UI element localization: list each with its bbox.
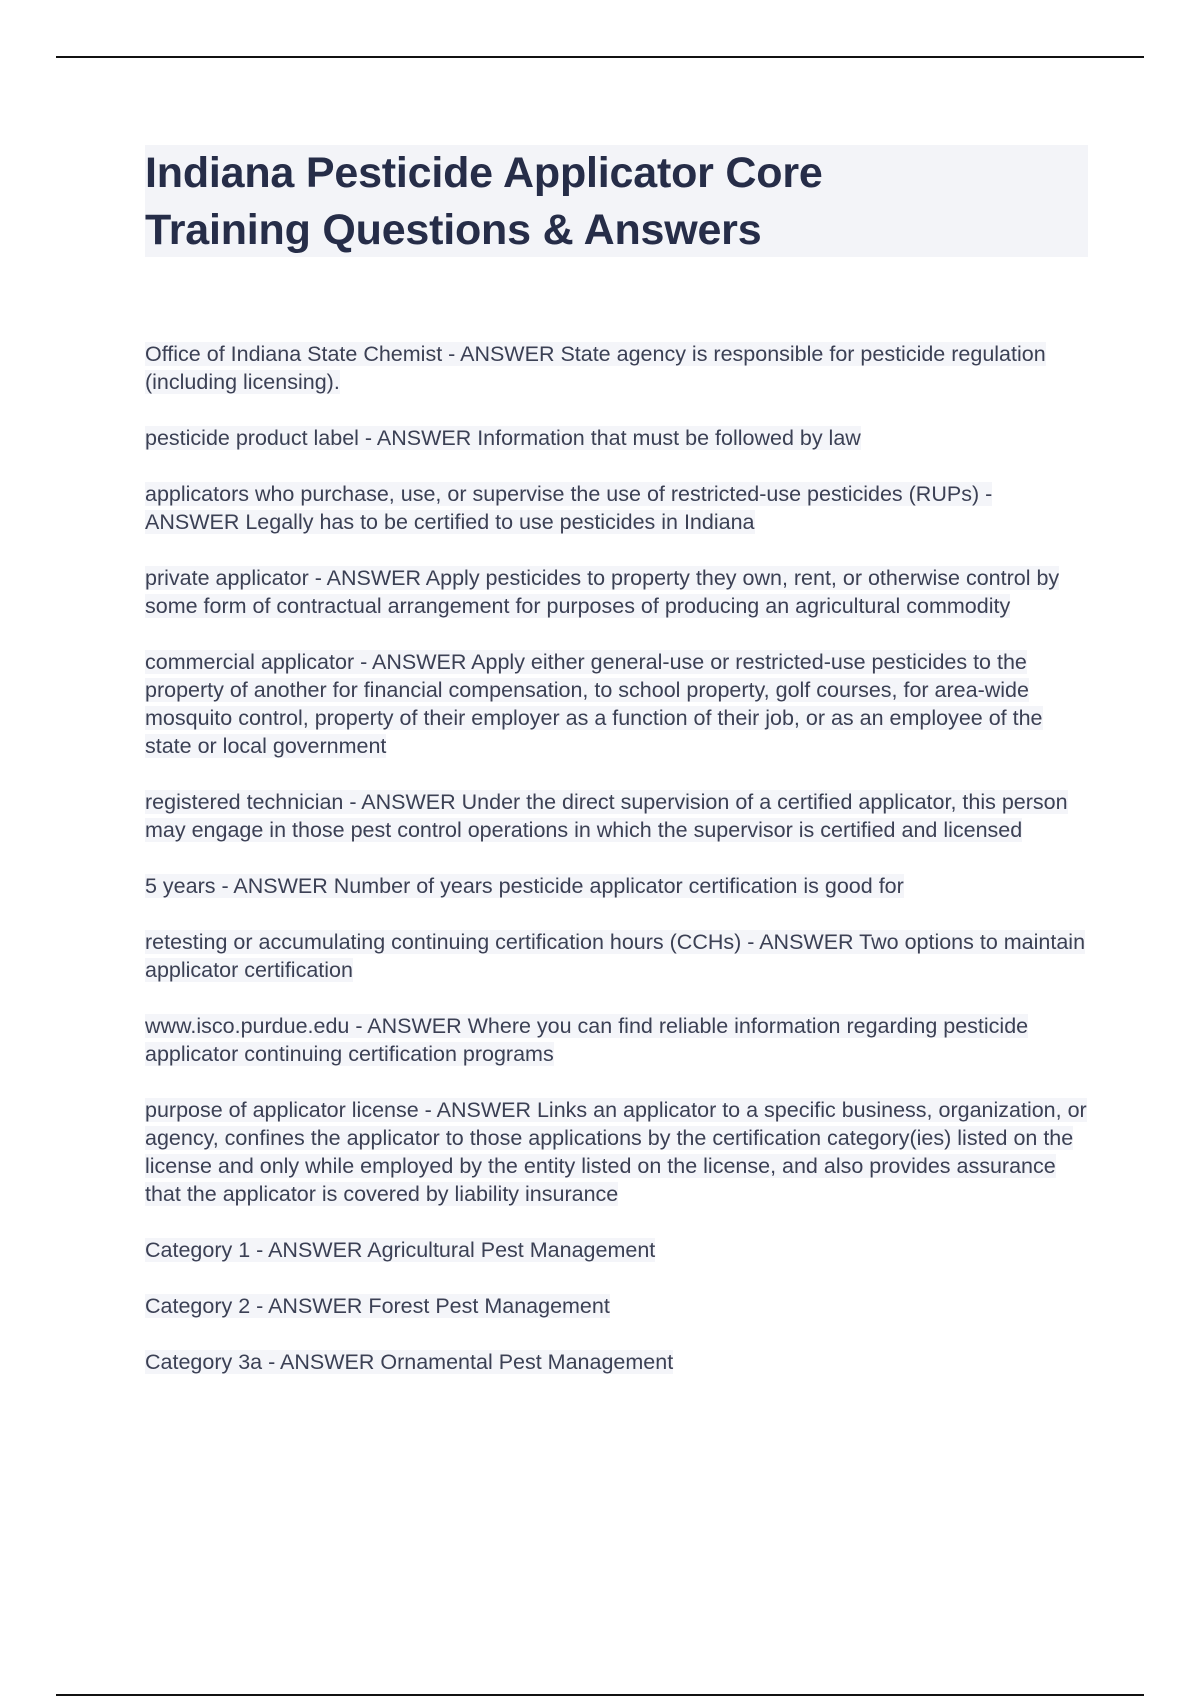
bottom-divider [56,1694,1144,1696]
qa-text: retesting or accumulating continuing certification hours (CCHs) - ANSWER Two options to maintain applicator certification [145,930,1086,982]
title-line-1: Indiana Pesticide Applicator Core [145,149,823,197]
qa-item [145,648,1090,760]
qa-item [145,1292,1090,1320]
qa-item [145,340,1090,396]
qa-text: Office of Indiana State Chemist - ANSWER State agency is responsible for pesticide regulation (including licensing). [145,342,1046,394]
qa-text: commercial applicator - ANSWER Apply either general-use or restricted-use pesticides to the property of another for financial compensation, to school property, golf courses, for area-wide mosquito control, property of their employer as a function of their job, or as an employee of the state or local government [145,650,1043,758]
qa-item [145,424,1090,452]
qa-item [145,480,1090,536]
qa-item [145,1012,1090,1068]
qa-item [145,872,1090,900]
qa-text: 5 years - ANSWER Number of years pesticide applicator certification is good for [145,874,904,898]
qa-text: registered technician - ANSWER Under the direct supervision of a certified applicator, this person may engage in those pest control operations in which the supervisor is certified and licensed [145,790,1068,842]
qa-item [145,564,1090,620]
qa-list [145,340,1090,1404]
qa-item [145,1348,1090,1376]
qa-text: Category 3a - ANSWER Ornamental Pest Management [145,1350,674,1374]
qa-text: applicators who purchase, use, or supervise the use of restricted-use pesticides (RUPs) - ANSWER Legally has to be certified to use pesticides in Indiana [145,482,993,534]
qa-text: www.isco.purdue.edu - ANSWER Where you can find reliable information regarding pesticide applicator continuing certification programs [145,1014,1029,1066]
top-divider [56,56,1144,58]
title-block [145,145,1088,257]
qa-item [145,928,1090,984]
qa-text: Category 2 - ANSWER Forest Pest Management [145,1294,610,1318]
qa-item [145,1096,1090,1208]
page-title [145,145,1088,259]
qa-text: purpose of applicator license - ANSWER Links an applicator to a specific business, organization, or agency, confines the applicator to those applications by the certification category(ies) listed on the license and only while employed by the entity listed on the license, and also provides assurance that the applicator is covered by liability insurance [145,1098,1087,1206]
qa-item [145,788,1090,844]
qa-text: private applicator - ANSWER Apply pesticides to property they own, rent, or otherwise control by some form of contractual arrangement for purposes of producing an agricultural commodity [145,566,1060,618]
title-line-2: Training Questions & Answers [145,206,762,254]
qa-text: Category 1 - ANSWER Agricultural Pest Management [145,1238,656,1262]
qa-text: pesticide product label - ANSWER Information that must be followed by law [145,426,861,450]
qa-item [145,1236,1090,1264]
